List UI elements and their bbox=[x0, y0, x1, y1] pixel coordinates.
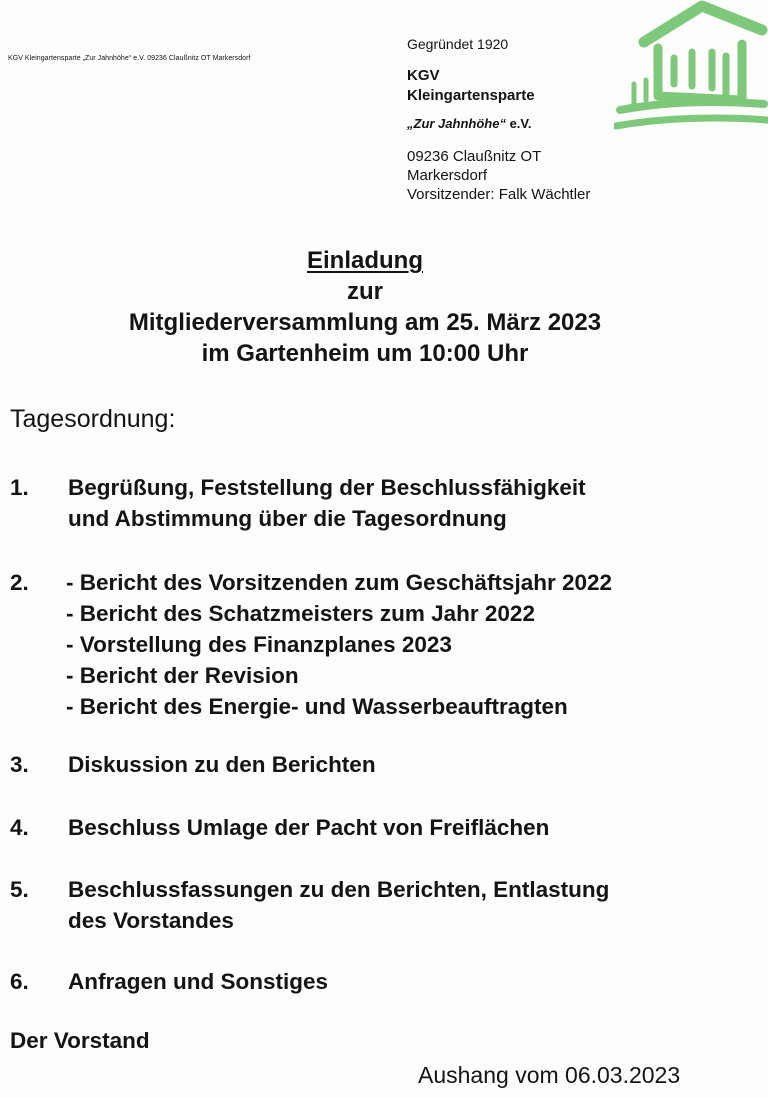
agenda-item-line: - Bericht des Vorsitzenden zum Geschäftsjahr 2022 bbox=[66, 570, 613, 595]
logo-ground-1 bbox=[620, 102, 764, 110]
logo-ground-2 bbox=[616, 118, 768, 126]
org-name: Kleingartensparte bbox=[407, 87, 535, 104]
agenda-item-number: 6. bbox=[10, 969, 29, 994]
agenda-item-number: 2. bbox=[10, 570, 29, 595]
agenda-item-line: Beschluss Umlage der Pacht von Freiflächen bbox=[68, 815, 550, 840]
agenda-item-line: - Bericht des Energie- und Wasserbeauftragten bbox=[66, 694, 568, 719]
org-address bbox=[407, 147, 617, 204]
chair-person: Vorsitzender: Falk Wächtler bbox=[407, 186, 591, 203]
org-quoted-name bbox=[407, 116, 617, 131]
org-quoted: „Zur Jahnhöhe“ bbox=[407, 116, 506, 131]
garden-house-logo bbox=[614, 0, 768, 135]
title-meeting-date: Mitgliederversammlung am 25. März 2023 bbox=[128, 309, 602, 336]
logo-roof bbox=[644, 6, 762, 42]
org-abbreviation: KGV bbox=[407, 67, 440, 84]
agenda-item-line: Beschlussfassungen zu den Berichten, Entlastung bbox=[68, 877, 610, 902]
posted-date: Aushang vom 06.03.2023 bbox=[418, 1062, 681, 1088]
signature: Der Vorstand bbox=[10, 1028, 150, 1053]
agenda-item-line: - Bericht der Revision bbox=[66, 663, 299, 688]
agenda-heading: Tagesordnung: bbox=[10, 405, 176, 433]
title-location-time: im Gartenheim um 10:00 Uhr bbox=[201, 340, 529, 367]
agenda-item-line: Begrüßung, Feststellung der Beschlussfähigkeit bbox=[68, 475, 586, 500]
agenda-item-number: 3. bbox=[10, 752, 29, 777]
agenda-item-line: Diskussion zu den Berichten bbox=[68, 752, 376, 777]
agenda-item-line: und Abstimmung über die Tagesordnung bbox=[68, 506, 507, 531]
founded-year: Gegründet 1920 bbox=[407, 36, 509, 52]
agenda-item-number: 1. bbox=[10, 475, 29, 500]
agenda-item-line: Anfragen und Sonstiges bbox=[68, 969, 329, 994]
org-legal-form: e.V. bbox=[509, 116, 532, 131]
logo-fence bbox=[634, 80, 646, 104]
agenda-item-line: - Bericht des Schatzmeisters zum Jahr 2022 bbox=[66, 601, 535, 626]
agenda-item-number: 5. bbox=[10, 877, 29, 902]
sender-address-line: KGV Kleingartensparte „Zur Jahnhöhe“ e.V. 09236 Claußnitz OT Markersdorf bbox=[8, 55, 251, 62]
title-einladung: Einladung bbox=[307, 247, 423, 274]
invitation-title bbox=[0, 245, 730, 369]
org-city: 09236 Claußnitz OT Markersdorf bbox=[407, 148, 541, 184]
title-zur: zur bbox=[347, 278, 383, 305]
agenda-item-number: 4. bbox=[10, 815, 29, 840]
agenda-item-line: - Vorstellung des Finanzplanes 2023 bbox=[66, 632, 452, 657]
letterhead bbox=[407, 36, 617, 204]
agenda-item-line: des Vorstandes bbox=[68, 908, 234, 933]
